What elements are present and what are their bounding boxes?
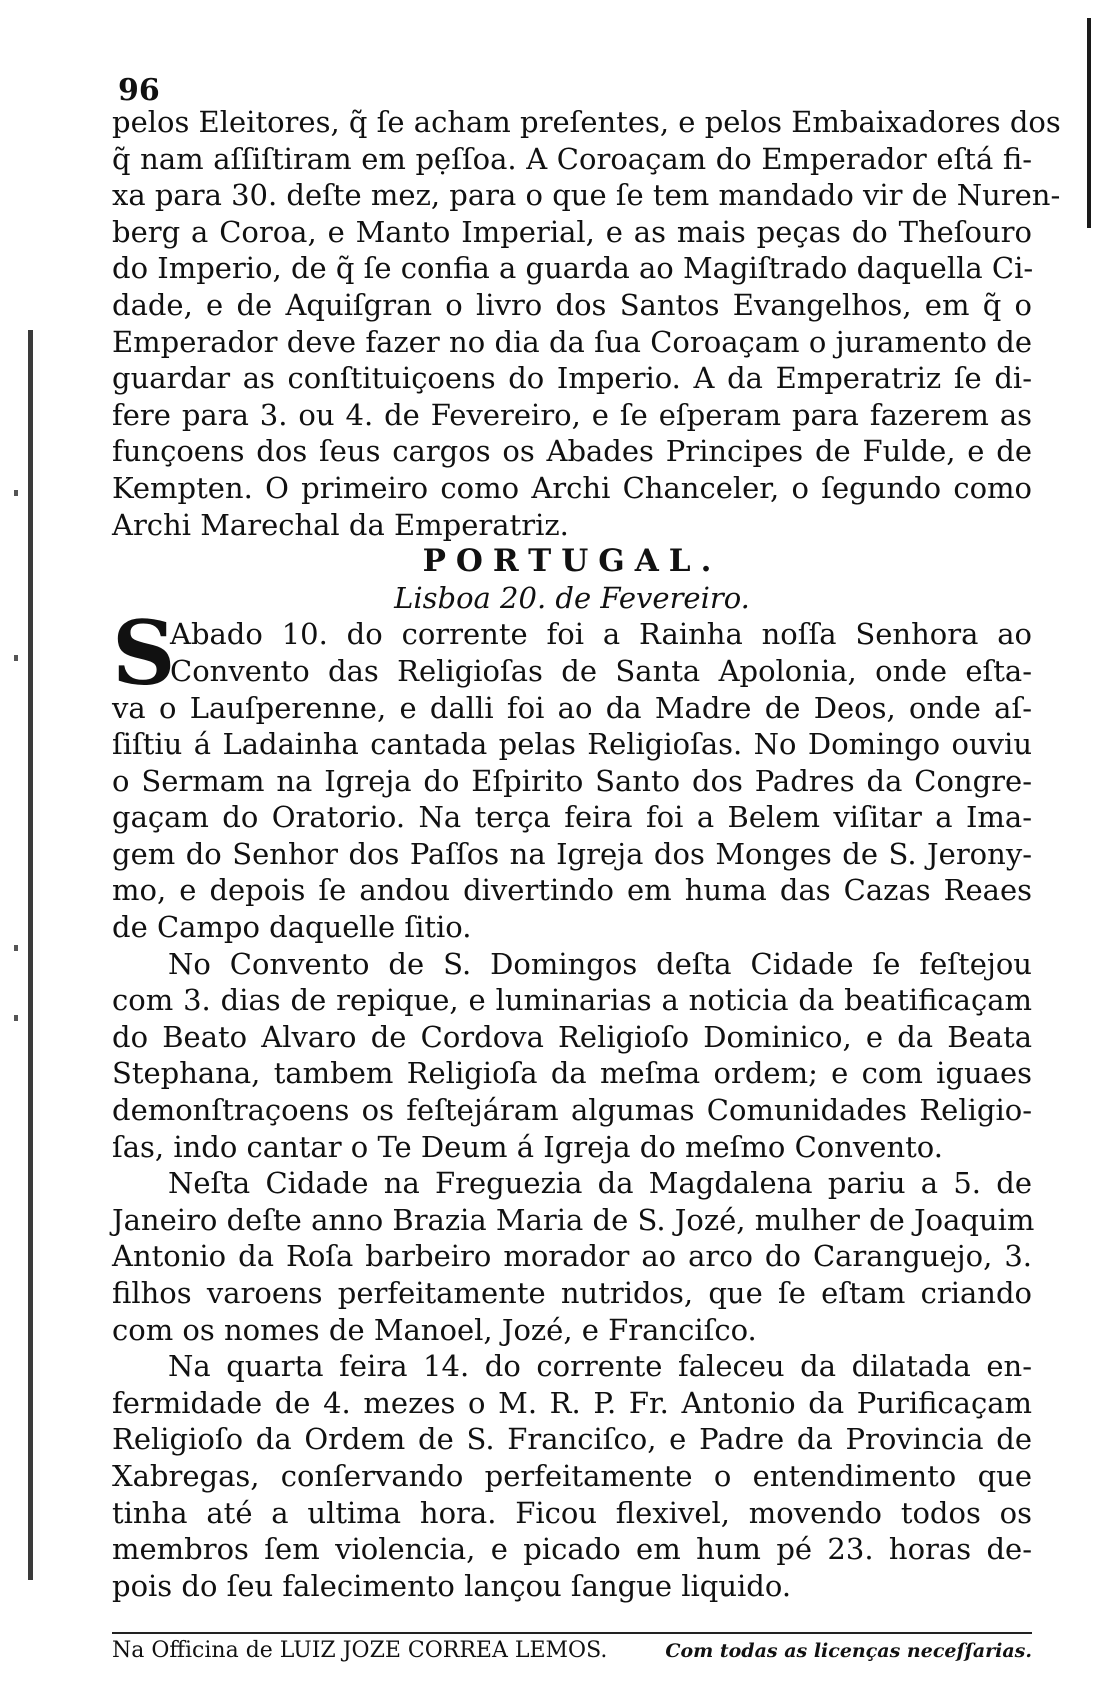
paragraph-2-line: va o Lauſperenne, e dalli foi ao da Madre de Deos, onde aſ-: [112, 690, 1032, 725]
paragraph-5-line: Religioſo da Ordem de S. Franciſco, e Padre da Provincia de: [112, 1422, 1032, 1457]
section-heading: PORTUGAL.: [422, 543, 722, 580]
scan-speck: [14, 655, 18, 661]
paragraph-3-line: Stephana, tambem Religioſa da meſma ordem; e com iguaes: [112, 1056, 1032, 1091]
scan-speck: [14, 945, 18, 951]
paragraph-2-line: o Sermam na Igreja do Eſpirito Santo dos Padres da Congre-: [112, 763, 1032, 798]
paragraph-2-line: mo, e depois ſe andou divertindo em huma das Cazas Reaes: [112, 873, 1032, 908]
scan-speck: [14, 490, 18, 496]
paragraph-1-line: Emperador deve fazer no dia da ſua Coroaçam o juramento de: [112, 324, 1032, 359]
paragraph-3-line: No Convento de S. Domingos deſta Cidade ſe feſtejou: [168, 946, 1032, 981]
printer-name: Na Officina de LUIZ JOZE CORREA LEMOS.: [112, 1638, 608, 1663]
paragraph-5-line: Na quarta feira 14. do corrente faleceu da dilatada en-: [168, 1349, 1032, 1384]
paragraph-1-line: q̃ nam aſſiſtiram em pẹſſoa. A Coroaçam do Emperador eſtá fi-: [112, 141, 1032, 176]
paragraph-1-line: Archi Marechal da Emperatriz.: [112, 507, 569, 542]
paragraph-4-line: filhos varoens perfeitamente nutridos, que ſe eſtam criando: [112, 1276, 1032, 1310]
paragraph-1-line: dade, e de Aquiſgran o livro dos Santos Evangelhos, em q̃ o: [112, 287, 1032, 322]
paragraph-1-line: pelos Eleitores, q̃ ſe acham preſentes, e pelos Embaixadores dos: [112, 105, 1061, 139]
paragraph-1-line: fere para 3. ou 4. de Fevereiro, e ſe eſperam para fazerem as: [112, 397, 1032, 432]
scan-edge-right: [1087, 18, 1091, 228]
page-number: 96: [118, 73, 160, 108]
dateline: Lisboa 20. de Fevereiro.: [394, 580, 750, 615]
paragraph-4-line: Janeiro deſte anno Brazia Maria de S. Jozé, mulher de Joaquim: [112, 1202, 1035, 1237]
paragraph-2-line: gaçam do Oratorio. Na terça feira foi a Belem viſitar a Ima-: [112, 800, 1032, 835]
paragraph-3-line: demonſtraçoens os feſtejáram algumas Comunidades Religio-: [112, 1093, 1032, 1128]
printer-imprint: [112, 1636, 1032, 1666]
paragraph-4-line: com os nomes de Manoel, Jozé, e Franciſco.: [112, 1312, 757, 1347]
paragraph-2: [112, 601, 1032, 945]
paragraph-5-line: tinha até a ultima hora. Ficou flexivel, movendo todos os: [112, 1495, 1032, 1530]
paragraph-1-line: guardar as conſtituiçoens do Imperio. A da Emperatriz ſe di-: [112, 361, 1032, 396]
footer-rule: [112, 1632, 1032, 1634]
scan-edge-left: [28, 330, 33, 1580]
scan-speck: [14, 1015, 18, 1021]
paragraph-3-line: ſas, indo cantar o Te Deum á Igreja do meſmo Convento.: [112, 1129, 943, 1164]
paragraph-2-line: ſiſtiu á Ladainha cantada pelas Religioſas. No Domingo ouviu: [112, 727, 1032, 762]
paragraph-5-line: membros ſem violencia, e picado em hum pé 23. horas de-: [112, 1532, 1032, 1567]
paragraph-3-line: do Beato Alvaro de Cordova Religioſo Dominico, e da Beata: [112, 1019, 1032, 1054]
text-column: [112, 104, 1061, 1604]
paragraph-2-line: Convento das Religioſas de Santa Apolonia, onde eſta-: [170, 653, 1032, 688]
paragraph-5-line: pois do ſeu falecimento lançou ſangue liquido.: [112, 1568, 792, 1603]
paragraph-2-line: gem do Senhor dos Paſſos na Igreja dos Monges de S. Jerony-: [112, 836, 1032, 871]
paragraph-1-line: funçoens dos ſeus cargos os Abades Principes de Fulde, e de: [112, 434, 1032, 469]
drop-cap: S: [112, 601, 176, 706]
license-note: Com todas as licenças neceſſarias.: [665, 1640, 1032, 1662]
paragraph-1-line: berg a Coroa, e Manto Imperial, e as mais peças do Theſouro: [112, 214, 1032, 249]
paragraph-2-line: de Campo daquelle ſitio.: [112, 910, 472, 945]
paragraph-1-line: Kempten. O primeiro como Archi Chanceler, o ſegundo como: [112, 470, 1032, 505]
paragraph-2-line: Abado 10. do corrente foi a Rainha noſſa Senhora ao: [170, 617, 1032, 652]
paragraph-4-line: Neſta Cidade na Freguezia da Magdalena pariu a 5. de: [168, 1166, 1032, 1201]
paragraph-1-line: xa para 30. deſte mez, para o que ſe tem mandado vir de Nuren-: [112, 178, 1061, 213]
paragraph-4-line: Antonio da Roſa barbeiro morador ao arco do Caranguejo, 3.: [112, 1239, 1032, 1274]
paragraph-3-line: com 3. dias de repique, e luminarias a noticia da beatificaçam: [112, 983, 1032, 1018]
paragraph-5-line: fermidade de 4. mezes o M. R. P. Fr. Antonio da Purificaçam: [112, 1385, 1032, 1420]
paragraph-1-line: do Imperio, de q̃ ſe confia a guarda ao Magiſtrado daquella Ci-: [112, 251, 1034, 286]
paragraph-5-line: Xabregas, conſervando perfeitamente o entendimento que: [112, 1458, 1032, 1493]
